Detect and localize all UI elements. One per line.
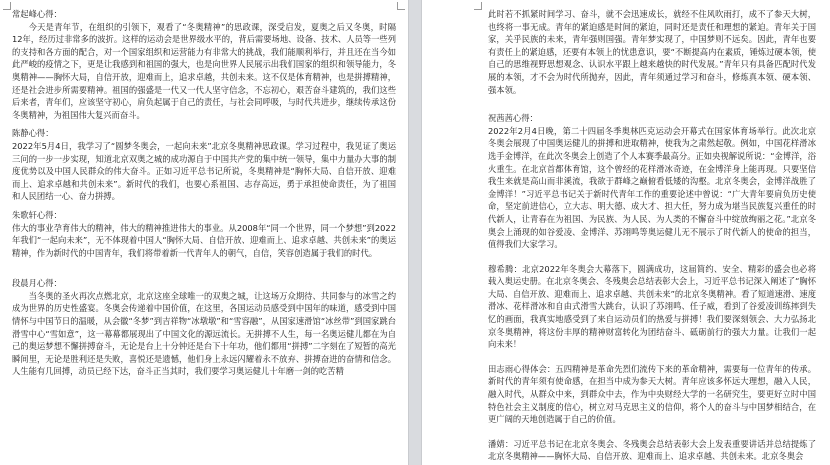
document-page-right xyxy=(422,0,830,465)
paragraph-gap xyxy=(12,259,396,277)
section-heading: 陈静心得： xyxy=(12,128,54,139)
page-content[interactable] xyxy=(12,8,396,465)
section-paragraph: 穆希腾：北京2022年冬奥会大幕落下，圆满成功，这届简约、安全、精彩的盛会也必将载入奥运史册。在北京冬奥会、冬残奥会总结表彰大会上，习近平总书记深入阐述了“胸怀大局、自信开放、迎难而上、追求卓越、共创未来”的北京冬奥精神。看了短道速滑、速度滑冰、花样滑冰和自由式滑雪大跳台，认识了苏翊鸣、任子威，看到了谷爱凌训练摔到失忆的画面，我真实地感受到了来自运动员们的热爱与拼搏！我们要深刻领会、大力弘扬北京冬奥精神，将这份丰厚的精神财富转化为团结奋斗、砥砺前行的强大力量。让我们一起向未来！ xyxy=(488,263,816,350)
section-paragraph: 潘婧：习近平总书记在北京冬奥会、冬残奥会总结表彰大会上发表重要讲话并总结提炼了北京冬奥精神——胸怀大局、自信开放、迎难而上、追求卓越、共创未来。北京冬奥会 xyxy=(488,438,816,462)
document-page-left xyxy=(0,0,408,465)
section-paragraph: 2022年5月4日，我学习了“圆梦冬奥会，一起向未来”北京冬奥精神思政课。学习过程中，我见证了奥运三问的一步一步实现，知道北京双奥之城的成功源自于中国共产党的集中统一领导，集中力量办大事的制度优势以及中国人民群众的伟大奋斗。正如习近平总书记所说，冬奥精神是“胸怀大局、自信开放、迎难而上、追求卓越和共创未来”。新时代的我们，也要心系祖国、志存高远，勇于承担使命责任，为了祖国和人民团结一心、奋力拼搏。 xyxy=(12,140,396,202)
page-corner-mark xyxy=(3,2,11,10)
section-paragraph: 2022年2月4日晚，第二十四届冬季奥林匹克运动会开幕式在国家体育场举行。此次北京冬奥会展现了中国奥运健儿的拼搏和进取精神，使我为之肃然起敬。例如，中国花样滑冰选手金博洋，在此次冬奥会上创造了个人本赛季最高分。正如央视解说所说：“金博洋，浴火重生。在北京首都体育馆，这个曾经的花样滑冰奇迹，在金博洋身上能再现。只要坚信我生来就是高山而非溪流，我欲于群峰之巅俯看低矮的沟壑。北京冬奥会，金博洋战胜了金博洋！”习近平总书记关于新时代青年工作的重要论述中曾说：“广大青年要肩负历史使命，坚定前进信心，立大志、明大德、成大才、担大任，努力成为堪当民族复兴重任的时代新人，让青春在为祖国、为民族、为人民、为人类的不懈奋斗中绽放绚丽之花。”北京冬奥会上涌现的如谷爱凌、金博洋、苏翊鸣等奥运健儿无不展示了时代新人的使命的担当，值得我们大家学习。 xyxy=(488,125,816,250)
page-corner-mark xyxy=(474,2,482,10)
paragraph-gap xyxy=(488,351,816,363)
section-paragraph: 伟大的事业孕育伟大的精神，伟大的精神推进伟大的事业。从2008年“同一个世界，同一个梦想”到2022年我们“一起向未来”，无不体现着中国人“胸怀大局、自信开放、迎难而上、追求卓越、共创未来”的奥运精神，作为新时代的中国青年，我们将带着新一代青年人的朝气，自信，笑容创造属于我们的时代。 xyxy=(12,222,396,258)
paragraph-gap xyxy=(488,251,816,263)
paragraph-gap xyxy=(488,426,816,438)
section-heading: 常起峰心得： xyxy=(12,9,62,19)
section-heading: 朱歌轩心得： xyxy=(12,209,62,220)
section-heading: 祝茜茜心得： xyxy=(488,113,538,124)
page-content[interactable] xyxy=(488,8,816,465)
section-paragraph: 此时若不抓紧时间学习、奋斗，就不会迅速成长，就经不住风吹雨打，成不了参天大树，也终将一事无成。青年的紧迫感是时间的紧迫，同时还是责任和理想的紧迫。青年关于国家，关乎民族的未来，青年强则国强。青年梦实现了，中国梦则不远矣。因此，青年也要有责任上的紧迫感，还要有本领上的忧患意识，要“不断提高内在素质，锤炼过硬本领，使自己的思维视野思想观念、认识水平跟上越来越快的时代发展。”青年只有具备匹配时代发展的本领，才不会为时代所抛弃，因此，青年须通过学习和奋斗，修炼真本领、硬本领、强本领。 xyxy=(488,9,816,95)
section-paragraph: 当冬奥的圣火再次点燃北京，北京这座全球唯一的双奥之城，让这场万众期待、共同参与的冰雪之约成为世界的历史性盛宴。冬奥会传递着中国价值，在这里，各国运动员感受到中国年的味道，感受到中国情怀与中国节日的温暖，从会徽“冬梦”到吉祥物“冰墩墩”和“雪容融”，从国家速滑馆“冰丝带”到国家跳台滑雪中心“雪如意”，这一幕幕都展现出了中国文化的源远流长。无拼搏不人生，每一名奥运健儿都在为自己的奥运梦想不懈拼搏奋斗，无论是台上十分钟还是台下十年功，他们都用“拼搏”二字刻在了短暂的高光瞬间里，无论是胜利还是失败，喜悦还是遗憾，他们身上永远闪耀着永不放弃、拼搏奋进的奋情和信念。人生能有几回搏，动员已经下达，奋斗正当其时，我们要学习奥运健儿十年磨一剑的吃苦精 xyxy=(12,290,396,377)
page-corner-mark xyxy=(397,2,405,10)
section-heading: 段晨月心得： xyxy=(12,278,62,289)
paragraph-gap xyxy=(488,96,816,112)
section-paragraph: 田志雨心得体会：五四精神是革命先烈们流传下来的革命精神，需要每一位青年的传承。新时代的青年须有使命感，在担当中成为参天大树。青年应该多怀远大理想，融入人民，融入时代，从群众中来，到群众中去，作为中央财经大学的一名研究生，要更好立时中国特色社会主义制度的信心，树立对马克思主义的信仰，将个人的奋斗与中国梦相结合，在更广阔的天地创造属于自己的价值。 xyxy=(488,363,816,425)
section-paragraph: 今天是青年节，在组织的引领下，观看了“冬奥精神”的思政课，深受启发，夏奥之后又冬奥，时隔12年，经历过非常多的波折。这样的运动会是世界级水平的，背后需要场地、设备、技术、人员等一些列的支持和各方面的配合，对一个国家组织和运营能力有非常大的挑战，我们能顺利举行，并且还在当今如此严峻的疫情之下，更是让我感到和祖国的强大，也是向世界人民展示出我们国家的组织和领导能力，冬奥精神——胸怀大局，自信开放，迎难而上，追求卓越，共创未来。这不仅是体育精神，也是拼搏精神，还是社会进步所需要精神。祖国的强盛是一代又一代人坚守信念，不忘初心，艰苦奋斗建筑的，我们这些后来者，青年们，应该坚守初心，肩负起属于自己的责任，与社会同呼吸，与时代共进步，继续传承这份冬奥精神，为祖国伟大复兴而奋斗。 xyxy=(12,21,396,120)
